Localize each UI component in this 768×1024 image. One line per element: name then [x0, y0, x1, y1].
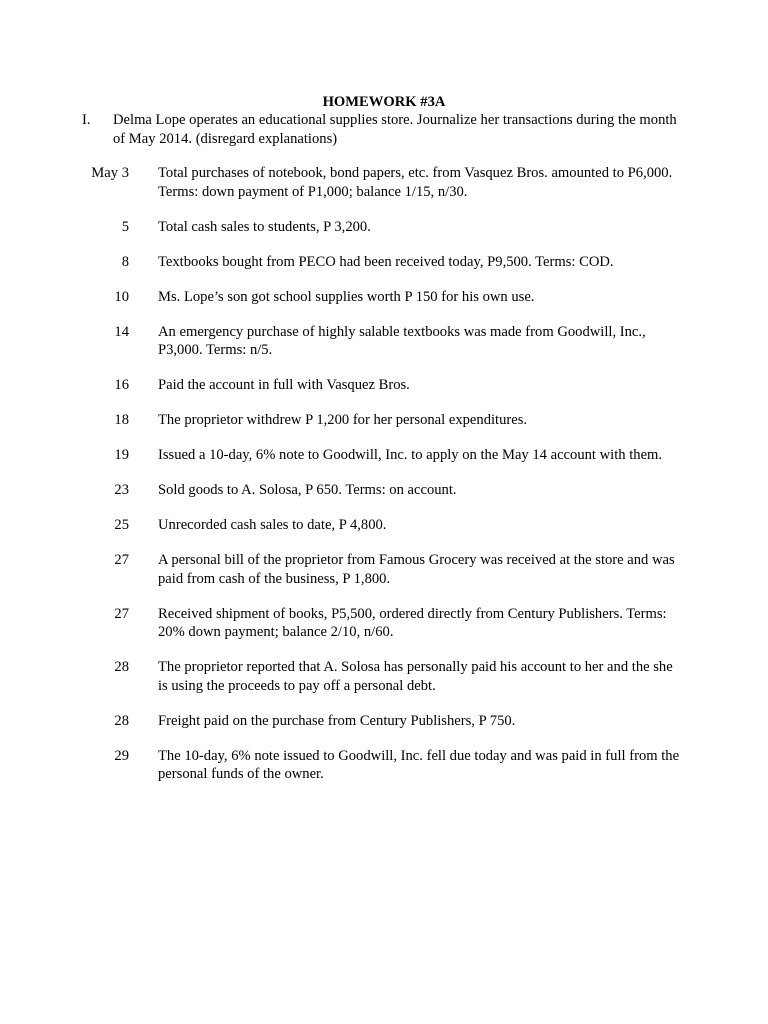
section-number: I. [82, 112, 91, 128]
transaction-entry [0, 605, 768, 642]
transaction-date: 5 [121, 218, 129, 235]
transaction-entry [0, 218, 768, 237]
transaction-entry [0, 658, 768, 695]
transaction-text: A personal bill of the proprietor from Famous Grocery was received at the store and was paid from cash of the business, P 1,800. [158, 552, 675, 587]
transaction-text: Received shipment of books, P5,500, ordered directly from Century Publishers. Terms: 20% down payment; balance 2/10, n/60. [158, 605, 667, 640]
transaction-date: 8 [121, 253, 129, 270]
transaction-entry [0, 253, 768, 272]
transaction-text: Paid the account in full with Vasquez Bros. [158, 377, 410, 393]
transaction-date: May 3 [91, 165, 129, 181]
transaction-entry [0, 376, 768, 395]
transaction-entry [0, 551, 768, 588]
transaction-date: 14 [114, 323, 129, 340]
transaction-date: 29 [114, 747, 129, 764]
transaction-entry [0, 288, 768, 307]
page-title: HOMEWORK #3A [322, 94, 446, 110]
transaction-date: 28 [114, 659, 129, 675]
transaction-entry [0, 481, 768, 500]
transaction-date: 27 [114, 605, 129, 622]
transaction-date: 27 [114, 552, 129, 568]
transaction-text: The proprietor withdrew P 1,200 for her personal expenditures. [158, 412, 528, 428]
transaction-text: Sold goods to A. Solosa, P 650. Terms: on account. [158, 482, 457, 498]
transaction-entry [0, 516, 768, 535]
transaction-text: Unrecorded cash sales to date, P 4,800. [158, 517, 387, 533]
transaction-text: The proprietor reported that A. Solosa has personally paid his account to her and the she is using the proceeds to pay off a personal debt. [158, 659, 673, 694]
transaction-entry [0, 323, 768, 360]
intro-paragraph: Delma Lope operates an educational supplies store. Journalize her transactions during the month of May 2014. (disregard explanations) [113, 112, 677, 147]
transaction-date: 19 [114, 447, 129, 463]
transaction-date: 18 [114, 412, 129, 428]
transaction-entry [0, 164, 768, 201]
transaction-text: Total purchases of notebook, bond papers, etc. from Vasquez Bros. amounted to P6,000. Terms: down payment of P1,000; balance 1/15, n/30. [158, 165, 673, 200]
transaction-date: 10 [114, 288, 129, 305]
transaction-entry [0, 446, 768, 465]
transaction-entry [0, 411, 768, 430]
transaction-text: The 10-day, 6% note issued to Goodwill, Inc. fell due today and was paid in full from the personal funds of the owner. [158, 747, 680, 782]
transaction-list [0, 164, 768, 800]
transaction-entry [0, 712, 768, 731]
transaction-date: 16 [114, 377, 129, 393]
transaction-date: 28 [114, 712, 129, 729]
transaction-text: Issued a 10-day, 6% note to Goodwill, Inc. to apply on the May 14 account with them. [158, 447, 663, 463]
transaction-text: Textbooks bought from PECO had been received today, P9,500. Terms: COD. [158, 253, 614, 270]
transaction-entry [0, 747, 768, 784]
transaction-date: 23 [114, 482, 129, 498]
transaction-text: Freight paid on the purchase from Century Publishers, P 750. [158, 712, 516, 729]
transaction-date: 25 [114, 517, 129, 533]
transaction-text: An emergency purchase of highly salable textbooks was made from Goodwill, Inc., P3,000. Terms: n/5. [158, 323, 646, 358]
transaction-text: Ms. Lope’s son got school supplies worth P 150 for his own use. [158, 288, 535, 305]
transaction-text: Total cash sales to students, P 3,200. [158, 218, 371, 235]
